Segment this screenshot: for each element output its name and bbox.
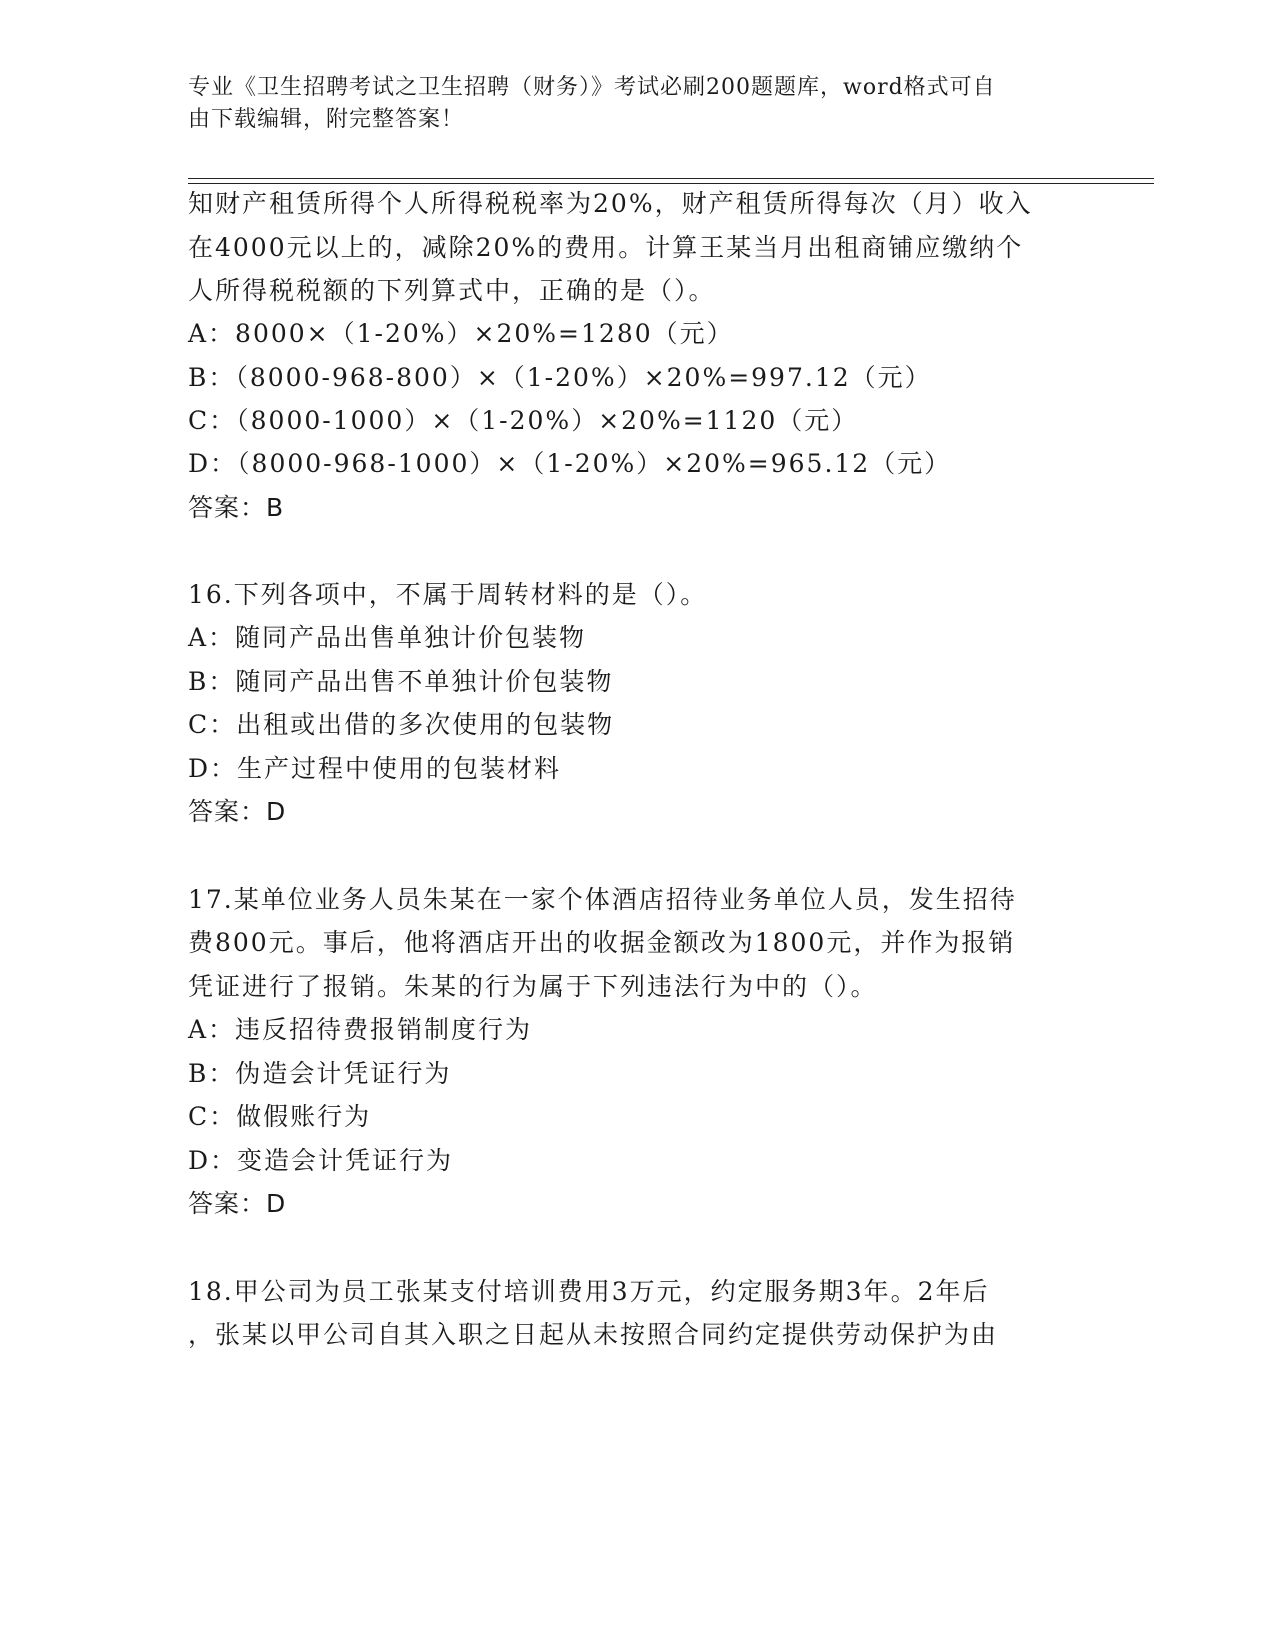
question-18-text-line: ，张某以甲公司自其入职之日起从未按照合同约定提供劳动保护为由 — [188, 1320, 999, 1349]
question-15-option-c: C：（8000-1000）×（1-20%）×20%=1120（元） — [188, 406, 859, 435]
question-17-answer: 答案：D — [188, 1189, 287, 1218]
question-15-text-line: 人所得税税额的下列算式中，正确的是（）。 — [188, 276, 716, 305]
header-divider-top — [188, 178, 1154, 179]
question-15-option-b: B：（8000-968-800）×（1-20%）×20%=997.12（元） — [188, 363, 932, 392]
question-15-answer: 答案：B — [188, 493, 285, 522]
question-17-option-c: C：做假账行为 — [188, 1102, 372, 1131]
question-16-text-line: 16.下列各项中，不属于周转材料的是（）。 — [188, 580, 708, 609]
header-line-2: 由下载编辑，附完整答案！ — [188, 107, 465, 132]
question-17-option-b: B：伪造会计凭证行为 — [188, 1059, 452, 1088]
question-16-option-b: B：随同产品出售不单独计价包装物 — [188, 667, 614, 696]
question-17-option-a: A：违反招待费报销制度行为 — [188, 1015, 533, 1044]
question-16-option-d: D：生产过程中使用的包装材料 — [188, 754, 562, 783]
question-16-option-c: C：出租或出借的多次使用的包装物 — [188, 710, 615, 739]
question-16-answer: 答案：D — [188, 797, 287, 826]
question-17-text-line: 凭证进行了报销。朱某的行为属于下列违法行为中的（）。 — [188, 972, 878, 1001]
question-17-text-line: 费800元。事后，他将酒店开出的收据金额改为1800元，并作为报销 — [188, 928, 1016, 957]
question-15-text-line: 在4000元以上的，减除20%的费用。计算王某当月出租商铺应缴纳个 — [188, 233, 1024, 262]
question-16-option-a: A：随同产品出售单独计价包装物 — [188, 623, 587, 652]
question-15-option-a: A：8000×（1-20%）×20%=1280（元） — [188, 319, 734, 348]
question-18-text-line: 18.甲公司为员工张某支付培训费用3万元，约定服务期3年。2年后 — [188, 1277, 990, 1306]
header-divider-bottom — [188, 183, 1154, 184]
document-header — [188, 72, 1068, 136]
question-17-option-d: D：变造会计凭证行为 — [188, 1146, 454, 1175]
question-15-text-line: 知财产租赁所得个人所得税税率为20%，财产租赁所得每次（月）收入 — [188, 189, 1033, 218]
question-17-text-line: 17.某单位业务人员朱某在一家个体酒店招待业务单位人员，发生招待 — [188, 885, 1017, 914]
question-15-option-d: D：（8000-968-1000）×（1-20%）×20%=965.12（元） — [188, 449, 952, 478]
header-line-1: 专业《卫生招聘考试之卫生招聘（财务）》考试必刷200题题库，word格式可自 — [188, 75, 996, 100]
